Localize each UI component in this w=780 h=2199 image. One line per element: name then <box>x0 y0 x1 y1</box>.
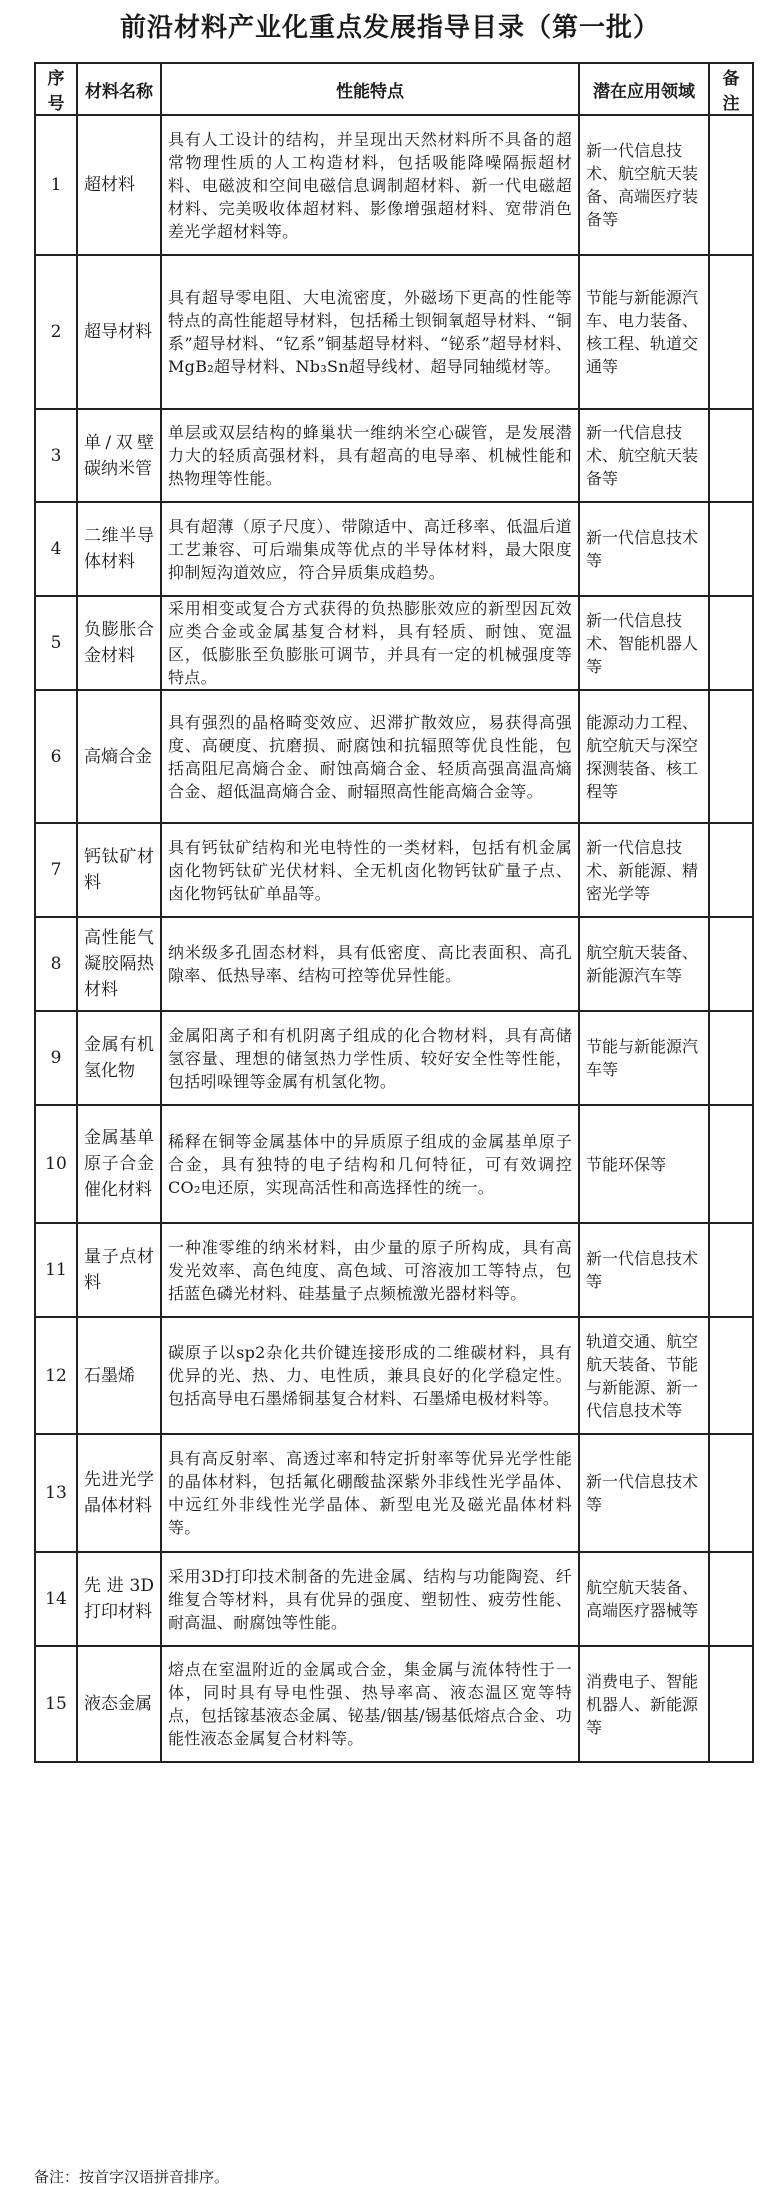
material-name: 单/双壁碳纳米管 <box>77 409 161 502</box>
note-cell <box>709 823 753 917</box>
application-fields: 新一代信息技术、智能机器人等 <box>579 596 709 690</box>
table-row <box>35 409 753 502</box>
note-cell <box>709 255 753 409</box>
material-name: 先进3D打印材料 <box>77 1552 161 1646</box>
material-name: 金属有机氢化物 <box>77 1011 161 1105</box>
application-fields: 消费电子、智能机器人、新能源等 <box>579 1646 709 1762</box>
row-number: 6 <box>35 690 77 823</box>
performance-description: 具有钙钛矿结构和光电特性的一类材料，包括有机金属卤化物钙钛矿光伏材料、全无机卤化物钙钛矿量子点、卤化物钙钛矿单晶等。 <box>161 823 579 917</box>
performance-description: 具有高反射率、高透过率和特定折射率等优异光学性能的晶体材料，包括氟化硼酸盐深紫外非线性光学晶体、中远红外非线性光学晶体、新型电光及磁光晶体材料等。 <box>161 1434 579 1552</box>
header-material-name: 材料名称 <box>77 63 161 115</box>
table-row <box>35 255 753 409</box>
table-row <box>35 1317 753 1434</box>
document-title: 前沿材料产业化重点发展指导目录（第一批） <box>119 13 660 43</box>
performance-description: 金属阳离子和有机阴离子组成的化合物材料，具有高储氢容量、理想的储氢热力学性质、较好安全性等性能，包括吲哚锂等金属有机氢化物。 <box>161 1011 579 1105</box>
application-fields: 新一代信息技术等 <box>579 1223 709 1317</box>
row-number: 10 <box>35 1105 77 1223</box>
row-number: 14 <box>35 1552 77 1646</box>
performance-description: 一种准零维的纳米材料，由少量的原子所构成，具有高发光效率、高色纯度、高色域、可溶液加工等特点，包括蓝色磷光材料、硅基量子点频梳激光器材料等。 <box>161 1223 579 1317</box>
note-cell <box>709 917 753 1011</box>
table-row <box>35 917 753 1011</box>
performance-description: 采用3D打印技术制备的先进金属、结构与功能陶瓷、纤维复合等材料，具有优异的强度、塑韧性、疲劳性能、耐高温、耐腐蚀等性能。 <box>161 1552 579 1646</box>
application-fields: 新一代信息技术、航空航天装备等 <box>579 409 709 502</box>
performance-description: 具有超导零电阻、大电流密度，外磁场下更高的性能等特点的高性能超导材料，包括稀土钡铜氧超导材料、“铜系”超导材料、“钇系”铜基超导材料、“铋系”超导材料、MgB₂超导材料、Nb₃Sn超导线材、超导同轴缆材等。 <box>161 255 579 409</box>
performance-description: 碳原子以sp2杂化共价键连接形成的二维碳材料，具有优异的光、热、力、电性质，兼具良好的化学稳定性。包括高导电石墨烯铜基复合材料、石墨烯电极材料等。 <box>161 1317 579 1434</box>
note-cell <box>709 596 753 690</box>
performance-description: 纳米级多孔固态材料，具有低密度、高比表面积、高孔隙率、低热导率、结构可控等优异性能。 <box>161 917 579 1011</box>
note-cell <box>709 115 753 255</box>
performance-description: 熔点在室温附近的金属或合金，集金属与流体特性于一体，同时具有导电性强、热导率高、液态温区宽等特点，包括镓基液态金属、铋基/铟基/锡基低熔点合金、功能性液态金属复合材料等。 <box>161 1646 579 1762</box>
note-cell <box>709 690 753 823</box>
table-row <box>35 1011 753 1105</box>
row-number: 11 <box>35 1223 77 1317</box>
application-fields: 航空航天装备、新能源汽车等 <box>579 917 709 1011</box>
application-fields: 新一代信息技术等 <box>579 502 709 596</box>
application-fields: 新一代信息技术等 <box>579 1434 709 1552</box>
application-fields: 航空航天装备、高端医疗器械等 <box>579 1552 709 1646</box>
footnote: 备注：按首字汉语拼音排序。 <box>34 2168 230 2186</box>
row-number: 13 <box>35 1434 77 1552</box>
table-row <box>35 823 753 917</box>
table-row <box>35 1223 753 1317</box>
performance-description: 具有超薄（原子尺度）、带隙适中、高迁移率、低温后道工艺兼容、可后端集成等优点的半导体材料，最大限度抑制短沟道效应，符合异质集成趋势。 <box>161 502 579 596</box>
table-row <box>35 1434 753 1552</box>
material-name: 超材料 <box>77 115 161 255</box>
note-cell <box>709 409 753 502</box>
row-number: 15 <box>35 1646 77 1762</box>
performance-description: 单层或双层结构的蜂巢状一维纳米空心碳管，是发展潜力大的轻质高强材料，具有超高的电导率、机械性能和热物理等性能。 <box>161 409 579 502</box>
header-note: 备注 <box>709 63 753 115</box>
row-number: 7 <box>35 823 77 917</box>
table-row <box>35 115 753 255</box>
material-name: 先进光学晶体材料 <box>77 1434 161 1552</box>
header-performance: 性能特点 <box>161 63 579 115</box>
material-name: 高性能气凝胶隔热材料 <box>77 917 161 1011</box>
note-cell <box>709 1646 753 1762</box>
table-body <box>35 115 753 1762</box>
row-number: 3 <box>35 409 77 502</box>
row-number: 12 <box>35 1317 77 1434</box>
row-number: 9 <box>35 1011 77 1105</box>
application-fields: 新一代信息技术、航空航天装备、高端医疗装备等 <box>579 115 709 255</box>
material-name: 二维半导体材料 <box>77 502 161 596</box>
application-fields: 轨道交通、航空航天装备、节能与新能源、新一代信息技术等 <box>579 1317 709 1434</box>
row-number: 8 <box>35 917 77 1011</box>
material-name: 高熵合金 <box>77 690 161 823</box>
material-name: 石墨烯 <box>77 1317 161 1434</box>
performance-description: 具有强烈的晶格畸变效应、迟滞扩散效应，易获得高强度、高硬度、抗磨损、耐腐蚀和抗辐照等优良性能，包括高阻尼高熵合金、耐蚀高熵合金、轻质高强高温高熵合金、超低温高熵合金、耐辐照高性能高熵合金等。 <box>161 690 579 823</box>
note-cell <box>709 1105 753 1223</box>
application-fields: 节能环保等 <box>579 1105 709 1223</box>
performance-description: 具有人工设计的结构，并呈现出天然材料所不具备的超常物理性质的人工构造材料，包括吸能降噪隔振超材料、电磁波和空间电磁信息调制超材料、新一代电磁超材料、完美吸收体超材料、影像增强超材料、宽带消色差光学超材料等。 <box>161 115 579 255</box>
material-name: 负膨胀合金材料 <box>77 596 161 690</box>
row-number: 2 <box>35 255 77 409</box>
note-cell <box>709 1434 753 1552</box>
application-fields: 新一代信息技术、新能源、精密光学等 <box>579 823 709 917</box>
application-fields: 节能与新能源汽车等 <box>579 1011 709 1105</box>
material-name: 钙钛矿材料 <box>77 823 161 917</box>
performance-description: 稀释在铜等金属基体中的异质原子组成的金属基单原子合金，具有独特的电子结构和几何特征，可有效调控CO₂电还原，实现高活性和高选择性的统一。 <box>161 1105 579 1223</box>
table-row <box>35 596 753 690</box>
material-name: 液态金属 <box>77 1646 161 1762</box>
row-number: 4 <box>35 502 77 596</box>
note-cell <box>709 1552 753 1646</box>
material-name: 量子点材料 <box>77 1223 161 1317</box>
table-row <box>35 1646 753 1762</box>
table-row <box>35 690 753 823</box>
row-number: 5 <box>35 596 77 690</box>
header-number: 序号 <box>35 63 77 115</box>
table-row <box>35 1552 753 1646</box>
note-cell <box>709 1223 753 1317</box>
row-number: 1 <box>35 115 77 255</box>
performance-description: 采用相变或复合方式获得的负热膨胀效应的新型因瓦效应类合金或金属基复合材料，具有轻质、耐蚀、宽温区，低膨胀至负膨胀可调节，并具有一定的机械强度等特点。 <box>161 596 579 690</box>
material-name: 金属基单原子合金催化材料 <box>77 1105 161 1223</box>
application-fields: 能源动力工程、航空航天与深空探测装备、核工程等 <box>579 690 709 823</box>
note-cell <box>709 1011 753 1105</box>
materials-catalog-table <box>34 62 754 1763</box>
application-fields: 节能与新能源汽车、电力装备、核工程、轨道交通等 <box>579 255 709 409</box>
table-header-row <box>35 63 753 115</box>
note-cell <box>709 1317 753 1434</box>
header-application: 潜在应用领域 <box>579 63 709 115</box>
material-name: 超导材料 <box>77 255 161 409</box>
note-cell <box>709 502 753 596</box>
table-row <box>35 502 753 596</box>
table-row <box>35 1105 753 1223</box>
